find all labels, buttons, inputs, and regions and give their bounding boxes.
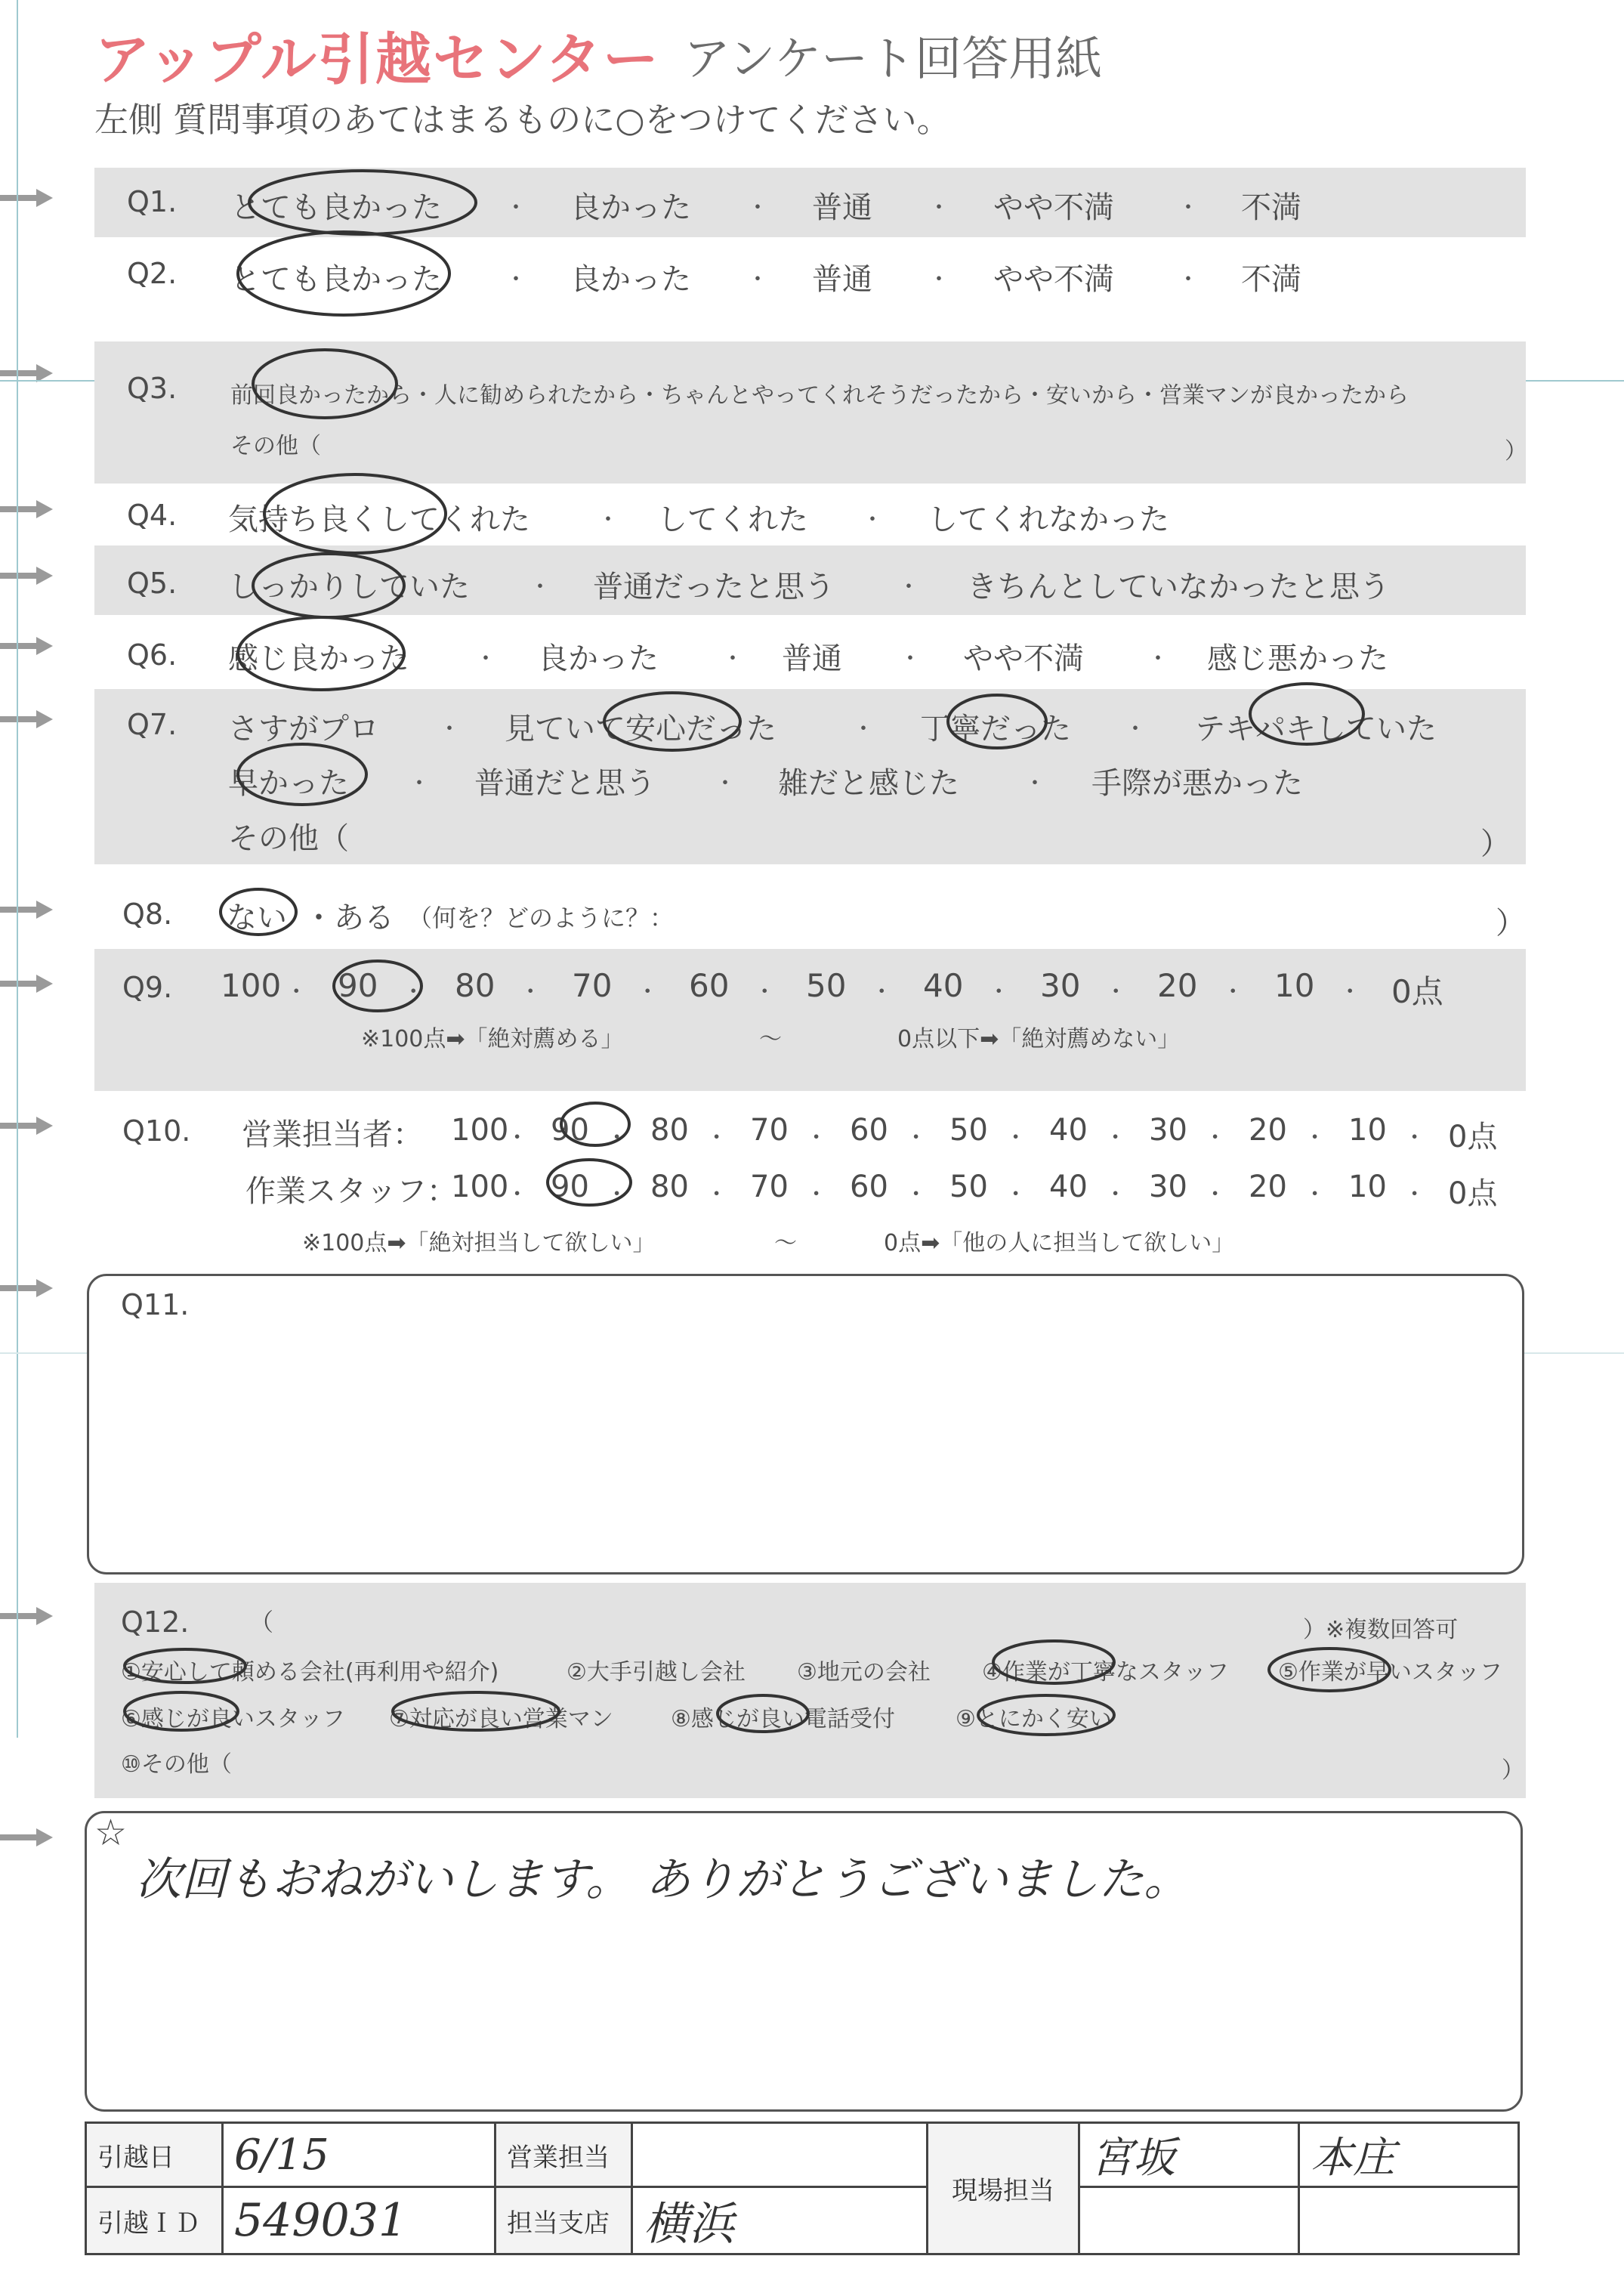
- move-id-label: 引越ＩＤ: [86, 2187, 223, 2254]
- q7-option[interactable]: さすがプロ: [228, 712, 379, 746]
- q7-option[interactable]: 普通だと思う: [474, 766, 656, 801]
- q10-label: Q10.: [122, 1114, 191, 1148]
- separator: ・: [1004, 1182, 1027, 1208]
- q9-score-option[interactable]: 60: [689, 967, 730, 1004]
- separator: ・: [519, 979, 542, 1006]
- q3-band: [94, 341, 1526, 484]
- q2-option[interactable]: 良かった: [570, 262, 691, 297]
- separator: ・: [804, 1125, 828, 1151]
- separator: ・: [505, 195, 527, 221]
- separator: ・: [1177, 267, 1199, 293]
- q2-option[interactable]: 不満: [1241, 262, 1301, 297]
- scan-guide-line: [17, 0, 18, 1738]
- q10-staff-score-option[interactable]: 100: [451, 1170, 509, 1204]
- arrow-right-icon: [0, 901, 53, 919]
- separator: ・: [1338, 979, 1362, 1006]
- q10-staff-score-option[interactable]: 70: [750, 1170, 789, 1204]
- separator: ・: [285, 979, 308, 1006]
- q12-option[interactable]: ④作業が丁寧なスタッフ: [982, 1659, 1229, 1686]
- q9-score-option[interactable]: 0点: [1391, 973, 1443, 1010]
- arrow-right-icon: [0, 1607, 53, 1625]
- q1-option[interactable]: やや不満: [993, 190, 1114, 225]
- separator: ・: [1203, 1125, 1227, 1151]
- q12-option[interactable]: ③地元の会社: [797, 1659, 931, 1686]
- q10-tilde: ～: [774, 1230, 797, 1256]
- q9-score-option[interactable]: 20: [1157, 967, 1198, 1004]
- separator: ・: [1104, 1125, 1127, 1151]
- separator: ・: [1004, 1125, 1027, 1151]
- q6-option[interactable]: 普通: [782, 641, 842, 676]
- separator: ・: [1124, 716, 1147, 743]
- comment-text: 次回もおねがいします。 ありがとうございました。: [136, 1853, 1190, 1906]
- separator: ・: [1177, 195, 1199, 221]
- q10-sales-score-option[interactable]: 70: [750, 1113, 789, 1148]
- separator: ・: [852, 716, 875, 743]
- q2-option[interactable]: やや不満: [993, 262, 1114, 297]
- q9-tilde: ～: [759, 1026, 782, 1052]
- q10-staff-score-option[interactable]: 80: [650, 1170, 689, 1204]
- q10-sales-score-option[interactable]: 50: [949, 1113, 988, 1148]
- separator: ・: [438, 716, 461, 743]
- separator: ・: [705, 1125, 728, 1151]
- q10-sales-score-option[interactable]: 90: [551, 1113, 589, 1148]
- form-title: アンケート回答用紙: [684, 31, 1103, 86]
- q8-label: Q8.: [122, 898, 173, 931]
- arrow-right-icon: [0, 1279, 53, 1297]
- separator: ・: [804, 1182, 828, 1208]
- q7-other[interactable]: その他（: [228, 821, 349, 856]
- separator: ・: [928, 195, 950, 221]
- q10-staff-score-option[interactable]: 40: [1049, 1170, 1088, 1204]
- move-date-value: 6/15: [234, 2130, 329, 2180]
- q7-option[interactable]: 雑だと感じた: [778, 766, 959, 801]
- q9-score-option[interactable]: 90: [338, 967, 378, 1004]
- separator: ・: [904, 1182, 928, 1208]
- q10-staff-score-option[interactable]: 30: [1149, 1170, 1187, 1204]
- move-date-label: 引越日: [86, 2123, 223, 2187]
- separator: ・: [597, 507, 619, 533]
- q9-score-option[interactable]: 30: [1040, 967, 1081, 1004]
- q7-option[interactable]: テキパキしていた: [1195, 712, 1437, 746]
- q7-label: Q7.: [127, 708, 178, 741]
- q5-label: Q5.: [127, 567, 178, 600]
- arrow-right-icon: [0, 567, 53, 585]
- separator: ・: [721, 646, 744, 672]
- q9-score-option[interactable]: 50: [806, 967, 847, 1004]
- q3-label: Q3.: [127, 372, 178, 405]
- separator: ・: [714, 771, 736, 797]
- arrow-right-icon: [0, 189, 53, 207]
- q2-option[interactable]: とても良かった: [230, 262, 442, 297]
- q2-label: Q2.: [127, 257, 178, 290]
- q11-answer-box[interactable]: [87, 1274, 1524, 1575]
- q9-score-option[interactable]: 70: [572, 967, 613, 1004]
- q10-staff-score-option[interactable]: 10: [1348, 1170, 1387, 1204]
- separator: ・: [304, 901, 334, 935]
- q11-label: Q11.: [121, 1288, 190, 1321]
- q3-other[interactable]: その他（: [230, 433, 321, 459]
- separator: ・: [897, 574, 920, 601]
- separator: ・: [408, 771, 431, 797]
- instructions: 左側 質問事項のあてはまるものに○をつけてください。: [94, 100, 951, 140]
- q6-option[interactable]: やや不満: [963, 641, 1084, 676]
- q10-staff-label: 作業スタッフ：: [245, 1174, 457, 1209]
- site-staff-label: 現場担当: [928, 2123, 1079, 2254]
- arrow-right-icon: [0, 710, 53, 728]
- q10-sales-score-option[interactable]: 10: [1348, 1113, 1387, 1148]
- arrow-right-icon: [0, 500, 53, 518]
- q12-option[interactable]: ⑧感じが良い電話受付: [671, 1706, 895, 1732]
- q10-staff-score-option[interactable]: 50: [949, 1170, 988, 1204]
- separator: ・: [1403, 1125, 1426, 1151]
- separator: ・: [1104, 1182, 1127, 1208]
- q5-option[interactable]: しっかりしていた: [228, 570, 470, 604]
- q4-option[interactable]: してくれなかった: [928, 502, 1169, 537]
- q3-options[interactable]: 前回良かったから・人に勧められたから・ちゃんとやってくれそうだったから・安いから・営業マンが良かったから: [230, 382, 1409, 409]
- q7-option[interactable]: 丁寧だった: [920, 712, 1071, 746]
- q4-option[interactable]: してくれた: [657, 502, 808, 537]
- arrow-right-icon: [0, 1117, 53, 1135]
- q8-hint: （何を？どのように？：: [408, 904, 675, 932]
- q2-option[interactable]: 普通: [812, 262, 872, 297]
- separator: ・: [1147, 646, 1169, 672]
- branch-label: 担当支店: [496, 2187, 632, 2254]
- separator: ・: [904, 1125, 928, 1151]
- q7-other-close: ）: [1480, 827, 1511, 861]
- separator: ・: [861, 507, 884, 533]
- arrow-right-icon: [0, 975, 53, 993]
- move-id-value: 549031: [234, 2194, 408, 2247]
- site-staff-name: 本庄: [1311, 2134, 1395, 2183]
- separator: ・: [1403, 1182, 1426, 1208]
- separator: ・: [636, 979, 659, 1006]
- q12-option[interactable]: ②大手引越し会社: [567, 1659, 746, 1686]
- q10-sales-score-option[interactable]: 40: [1049, 1113, 1088, 1148]
- separator: ・: [1023, 771, 1046, 797]
- separator: ・: [987, 979, 1011, 1006]
- q10-sales-score-option[interactable]: 100: [451, 1113, 509, 1148]
- q9-label: Q9.: [122, 971, 173, 1004]
- q9-score-option[interactable]: 100: [221, 967, 282, 1004]
- q1-option[interactable]: 良かった: [570, 190, 691, 225]
- separator: ・: [753, 979, 776, 1006]
- q6-option[interactable]: 感じ良かった: [228, 641, 409, 676]
- q10-sales-label: 営業担当者：: [242, 1117, 423, 1152]
- q10-staff-score-option[interactable]: 20: [1249, 1170, 1287, 1204]
- q12-close: ）: [1502, 1757, 1524, 1784]
- q7-option[interactable]: 手際が悪かった: [1091, 766, 1303, 801]
- q9-score-option[interactable]: 80: [455, 967, 496, 1004]
- footer-table: [85, 2121, 1520, 2255]
- q1-label: Q1.: [127, 185, 178, 218]
- q8-option-none[interactable]: ない: [227, 901, 287, 935]
- q10-sales-score-option[interactable]: 20: [1249, 1113, 1287, 1148]
- separator: ・: [1303, 1182, 1326, 1208]
- arrow-right-icon: [0, 637, 53, 655]
- q1-option[interactable]: 不満: [1241, 190, 1301, 225]
- q10-staff-score-option[interactable]: 60: [850, 1170, 888, 1204]
- q1-option[interactable]: 普通: [812, 190, 872, 225]
- separator: ・: [899, 646, 922, 672]
- separator: ・: [402, 979, 425, 1006]
- branch-value: 横浜: [644, 2198, 734, 2251]
- separator: ・: [1104, 979, 1128, 1006]
- separator: ・: [1303, 1125, 1326, 1151]
- q9-score-option[interactable]: 10: [1274, 967, 1315, 1004]
- q10-sales-score-option[interactable]: 30: [1149, 1113, 1187, 1148]
- q10-note-left: ※100点➡「絶対担当して欲しい」: [302, 1230, 656, 1256]
- separator: ・: [529, 574, 551, 601]
- separator: ・: [870, 979, 894, 1006]
- q12-option-other[interactable]: ⑩その他（: [121, 1751, 232, 1778]
- separator: ・: [605, 1125, 628, 1151]
- q10-staff-score-option[interactable]: 90: [551, 1170, 589, 1204]
- q12-option[interactable]: ⑤作業が早いスタッフ: [1278, 1659, 1502, 1686]
- q5-option[interactable]: 普通だったと思う: [593, 570, 835, 604]
- q10-sales-score-option[interactable]: 60: [850, 1113, 888, 1148]
- q7-option[interactable]: 早かった: [228, 766, 349, 801]
- q7-option[interactable]: 見ていて安心だった: [505, 712, 776, 746]
- q10-staff-score-option[interactable]: 0点: [1448, 1176, 1498, 1211]
- q10-sales-score-option[interactable]: 0点: [1448, 1120, 1498, 1154]
- q9-note-right: 0点以下➡「絶対薦めない」: [897, 1026, 1181, 1052]
- separator: ・: [1203, 1182, 1227, 1208]
- q12-label: Q12.: [121, 1605, 190, 1639]
- q12-option[interactable]: ①安心して頼める会社(再利用や紹介): [121, 1659, 499, 1686]
- q12-open: （: [249, 1608, 274, 1636]
- separator: ・: [505, 1182, 529, 1208]
- q6-option[interactable]: 良かった: [538, 641, 659, 676]
- star-icon: ☆: [94, 1812, 128, 1854]
- separator: ・: [746, 267, 769, 293]
- separator: ・: [1221, 979, 1245, 1006]
- q10-sales-score-option[interactable]: 80: [650, 1113, 689, 1148]
- separator: ・: [474, 646, 497, 672]
- q12-option[interactable]: ⑨とにかく安い: [956, 1706, 1112, 1732]
- q12-option[interactable]: ⑦対応が良い営業マン: [389, 1706, 613, 1732]
- separator: ・: [505, 267, 527, 293]
- q6-label: Q6.: [127, 638, 178, 672]
- separator: ・: [746, 195, 769, 221]
- separator: ・: [505, 1125, 529, 1151]
- q1-option[interactable]: とても良かった: [230, 190, 442, 225]
- q9-note-left: ※100点➡「絶対薦める」: [361, 1026, 624, 1052]
- q3-other-close: ）: [1505, 438, 1527, 465]
- q8-close: ）: [1496, 906, 1526, 941]
- q10-note-right: 0点➡「他の人に担当して欲しい」: [884, 1230, 1235, 1256]
- q5-option[interactable]: きちんとしていなかったと思う: [967, 570, 1390, 604]
- q8-option-some[interactable]: ある: [334, 901, 394, 935]
- sales-rep-label: 営業担当: [496, 2123, 632, 2187]
- q4-option[interactable]: 気持ち良くしてくれた: [228, 502, 530, 537]
- separator: ・: [605, 1182, 628, 1208]
- separator: ・: [705, 1182, 728, 1208]
- q4-label: Q4.: [127, 499, 178, 532]
- q12-note: ）※複数回答可: [1303, 1617, 1459, 1643]
- q9-score-option[interactable]: 40: [923, 967, 964, 1004]
- brand-name: アップル引越センター: [94, 27, 660, 92]
- site-staff-name: 宮坂: [1091, 2134, 1175, 2183]
- q12-option[interactable]: ⑥感じが良いスタッフ: [121, 1706, 345, 1732]
- separator: ・: [928, 267, 950, 293]
- arrow-right-icon: [0, 1828, 53, 1846]
- q6-option[interactable]: 感じ悪かった: [1207, 641, 1388, 676]
